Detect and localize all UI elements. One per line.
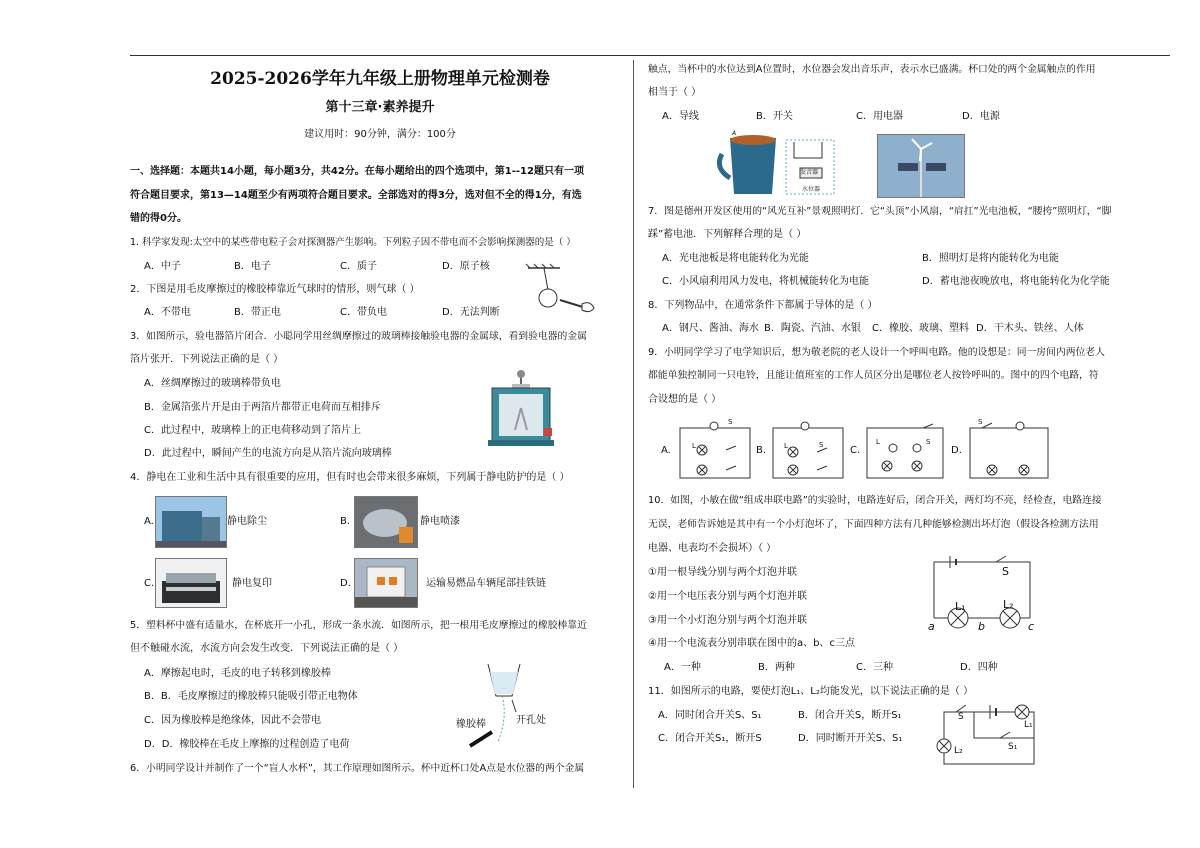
q11-option-d: D．同时断开开关S、S₁ (798, 733, 903, 744)
q4-option-a: 静电除尘 (227, 516, 267, 527)
q9-fig-l-label: L (692, 442, 696, 450)
q9-stem: 合设想的是（ ） (648, 394, 722, 405)
truck-chain-photo (354, 558, 418, 608)
q5-option-d: D．D．橡胶棒在毛皮上摩擦的过程创造了电荷 (144, 739, 350, 750)
q2-option-c: C．带负电 (340, 307, 387, 318)
q3-option-a: A．丝绸摩擦过的玻璃棒带负电 (144, 378, 281, 389)
q10-stem: 电器、电表均不会损坏）（ ） (648, 543, 777, 554)
column-divider (633, 60, 634, 788)
q2-option-a: A．不带电 (144, 307, 191, 318)
q10-fig-point-a: a (928, 620, 935, 633)
q9-label-b: B. (756, 445, 767, 456)
q4-label-a: A. (144, 516, 154, 527)
q5-option-b: B．B．毛皮摩擦过的橡胶棒只能吸引带正电物体 (144, 691, 358, 702)
q11-fig-s-label: S (958, 712, 964, 722)
q10-option-c: C．三种 (856, 662, 893, 673)
q4-option-b: 静电喷漆 (420, 516, 460, 527)
q5-fig-hole-label: 开孔处 (516, 715, 546, 726)
electroscope-figure (488, 368, 554, 448)
q11-stem: 11．如图所示的电路，要使灯泡L₁、L₂均能发光，以下说法正确的是（ ） (648, 686, 974, 697)
paper-title: 2025-2026学年九年级上册物理单元检测卷 (210, 69, 550, 89)
top-rule (130, 55, 1170, 56)
q1-option-c: C．质子 (340, 261, 377, 272)
parallel-circuit-figure (934, 700, 1046, 770)
q10-stem: 无误，老师告诉她是其中有一个小灯泡坏了，下面四种方法有几种能够检测出坏灯泡（假设各检测方法用 (648, 519, 1099, 530)
q9-label-d: D. (951, 445, 962, 456)
q8-option-c: C．橡胶、玻璃、塑料 (872, 323, 969, 334)
q11-option-b: B．闭合开关S，断开S₁ (798, 710, 902, 721)
q2-stem: 2．下图是用毛皮摩擦过的橡胶棒靠近气球时的情形，则气球（ ） (130, 284, 420, 295)
q11-fig-l2-label: L₂ (954, 746, 963, 756)
section-instructions: 符合题目要求，第13—14题至少有两项符合题目要求。全部选对的得3分，选对但不全的得1分，有选 (130, 190, 582, 201)
q7-stem: 踩”蓄电池．下列解释合理的是（ ） (648, 229, 807, 240)
q11-option-c: C．闭合开关S₁，断开S (658, 733, 762, 744)
paper-subtitle: 第十三章·素养提升 (325, 100, 435, 115)
q7-option-b: B．照明灯是将内能转化为电能 (922, 253, 1059, 264)
q6-stem: 相当于（ ） (648, 87, 702, 98)
q2-option-d: D．无法判断 (442, 307, 500, 318)
q6-fig-level-label: 水位器 (802, 186, 821, 193)
circuit-a-figure (668, 418, 758, 484)
q2-option-b: B．带正电 (234, 307, 281, 318)
q11-fig-l1-label: L₁ (1024, 720, 1033, 730)
q5-option-c: C．因为橡胶棒是绝缘体，因此不会带电 (144, 715, 321, 726)
q5-option-a: A．摩擦起电时，毛皮的电子转移到橡胶棒 (144, 668, 331, 679)
q10-method-3: ③用一个小灯泡分别与两个灯泡并联 (648, 615, 807, 626)
q7-option-d: D．蓄电池夜晚放电，将电能转化为化学能 (922, 276, 1110, 287)
circuit-c-figure (857, 418, 953, 484)
q6-fig-point-a: A (732, 130, 737, 137)
q9-stem: 9．小明同学学习了电学知识后，想为敬老院的老人设计一个呼叫电路。他的设想是：同一房间内两位老人 (648, 347, 1105, 358)
q4-label-b: B. (340, 516, 351, 527)
q3-stem: 箔片张开．下列说法正确的是（ ） (130, 354, 284, 365)
q3-option-b: B．金属箔张片开是由于两箔片都带正电荷而互相排斥 (144, 402, 381, 413)
q1-option-a: A．中子 (144, 261, 181, 272)
q8-option-d: D．干木头、铁丝、人体 (976, 323, 1084, 334)
q8-stem: 8．下列物品中，在通常条件下都属于导体的是（ ） (648, 300, 878, 311)
q7-stem: 7．图是德州开发区使用的“风光互补”景观照明灯．它“头顶”小风扇，“肩扛”光电池板，“腰挎”照明灯，“脚 (648, 206, 1112, 217)
circuit-d-figure (962, 418, 1054, 484)
q10-method-1: ①用一根导线分别与两个灯泡并联 (648, 567, 797, 578)
circuit-b-figure (763, 418, 853, 484)
water-stream-figure (450, 660, 560, 750)
q10-option-d: D．四种 (960, 662, 998, 673)
q10-method-2: ②用一个电压表分别与两个灯泡并联 (648, 591, 807, 602)
q9-fig-l-label: L (784, 442, 788, 450)
q9-fig-s-label: S (819, 441, 824, 449)
q9-stem: 都能单独控制同一只电铃，且能让值班室的工作人员区分出是哪位老人按铃呼叫的。图中的四个电路，符 (648, 370, 1099, 381)
dust-removal-photo (155, 496, 227, 548)
q4-stem: 4．静电在工业和生活中具有很重要的应用，但有时也会带来很多麻烦，下列属于静电防护的是（ ） (130, 472, 570, 483)
q7-option-a: A．光电池板是将电能转化为光能 (662, 253, 809, 264)
paper-meta: 建议用时：90分钟，满分：100分 (304, 129, 456, 140)
q1-stem: 1. 科学家发现:太空中的某些带电粒子会对探测器产生影响。下列粒子因不带电而不会影响探测器的是（ ） (130, 237, 576, 248)
q3-option-c: C．此过程中，玻璃棒上的正电荷移动到了箔片上 (144, 425, 361, 436)
q10-option-b: B．两种 (758, 662, 795, 673)
q10-fig-point-b: b (978, 620, 985, 633)
q9-fig-s-label: S (728, 418, 733, 426)
q6-option-c: C．用电器 (856, 111, 903, 122)
q7-option-c: C．小风扇利用风力发电，将机械能转化为电能 (662, 276, 869, 287)
street-light-photo (877, 134, 965, 198)
q6-stem: 触点，当杯中的水位达到A位置时，水位器会发出音乐声，表示水已盛满。杯口处的两个金属触点的作用 (648, 64, 1096, 75)
q10-option-a: A．一种 (664, 662, 701, 673)
q11-fig-s1-label: S₁ (1008, 742, 1018, 752)
q1-option-d: D．原子核 (442, 261, 490, 272)
q6-fig-speaker-label: 发音器 (800, 169, 819, 176)
q9-fig-l-label: L (876, 438, 880, 446)
q5-fig-rod-label: 橡胶棒 (456, 719, 486, 730)
q8-option-a: A．钢尺、酱油、海水 (662, 323, 759, 334)
q10-method-4: ④用一个电流表分别串联在图中的a、b、c三点 (648, 638, 855, 649)
q3-stem: 3．如图所示，验电器箔片闭合．小聪同学用丝绸摩擦过的玻璃棒接触验电器的金属球，看到验电器的金属 (130, 331, 587, 342)
section-instructions: 一、选择题：本题共14小题，每小题3分，共42分。在每小题给出的四个选项中，第1--12题只有一项 (130, 166, 584, 177)
q1-option-b: B．电子 (234, 261, 271, 272)
q5-stem: 5．塑料杯中盛有适量水，在杯底开一小孔，形成一条水流．如图所示，把一根用毛皮摩擦过的橡胶棒靠近 (130, 620, 587, 631)
q6-option-d: D．电源 (962, 111, 1000, 122)
q9-fig-s-label: S (978, 418, 983, 426)
balloon-figure (520, 262, 600, 322)
q10-fig-l2-label: L₂ (1003, 598, 1014, 611)
q9-label-c: C. (850, 445, 861, 456)
q9-label-a: A. (661, 445, 671, 456)
q10-stem: 10．如图，小敏在做“组成串联电路”的实验时，电路连好后，闭合开关，两灯均不亮，经检查，电路连接 (648, 495, 1102, 506)
photocopier-photo (155, 558, 227, 608)
spray-paint-photo (354, 496, 418, 548)
section-instructions: 错的得0分。 (130, 213, 187, 224)
q3-option-d: D．此过程中，瞬间产生的电流方向是从箔片流向玻璃棒 (144, 448, 392, 459)
q11-option-a: A．同时闭合开关S、S₁ (658, 710, 762, 721)
series-circuit-figure (926, 552, 1038, 630)
q4-option-c: 静电复印 (232, 578, 272, 589)
q6-option-b: B．开关 (756, 111, 793, 122)
q10-fig-switch-label: S (1002, 565, 1009, 578)
q6-option-a: A．导线 (662, 111, 699, 122)
q9-fig-s-label: S (926, 438, 931, 446)
q10-fig-point-c: c (1028, 620, 1035, 633)
q10-fig-l1-label: L₁ (955, 600, 966, 613)
q5-stem: 但不触碰水流，水流方向会发生改变．下列说法正确的是（ ） (130, 643, 404, 654)
q4-label-c: C. (144, 578, 155, 589)
q8-option-b: B．陶瓷、汽油、水银 (764, 323, 861, 334)
q4-label-d: D. (340, 578, 351, 589)
q4-option-d: 运输易燃品车辆尾部挂铁链 (426, 578, 546, 589)
q6-stem: 6．小明同学设计并制作了一个“盲人水杯”，其工作原理如图所示。杯中近杯口处A点是水位器的两个金属 (130, 763, 585, 774)
